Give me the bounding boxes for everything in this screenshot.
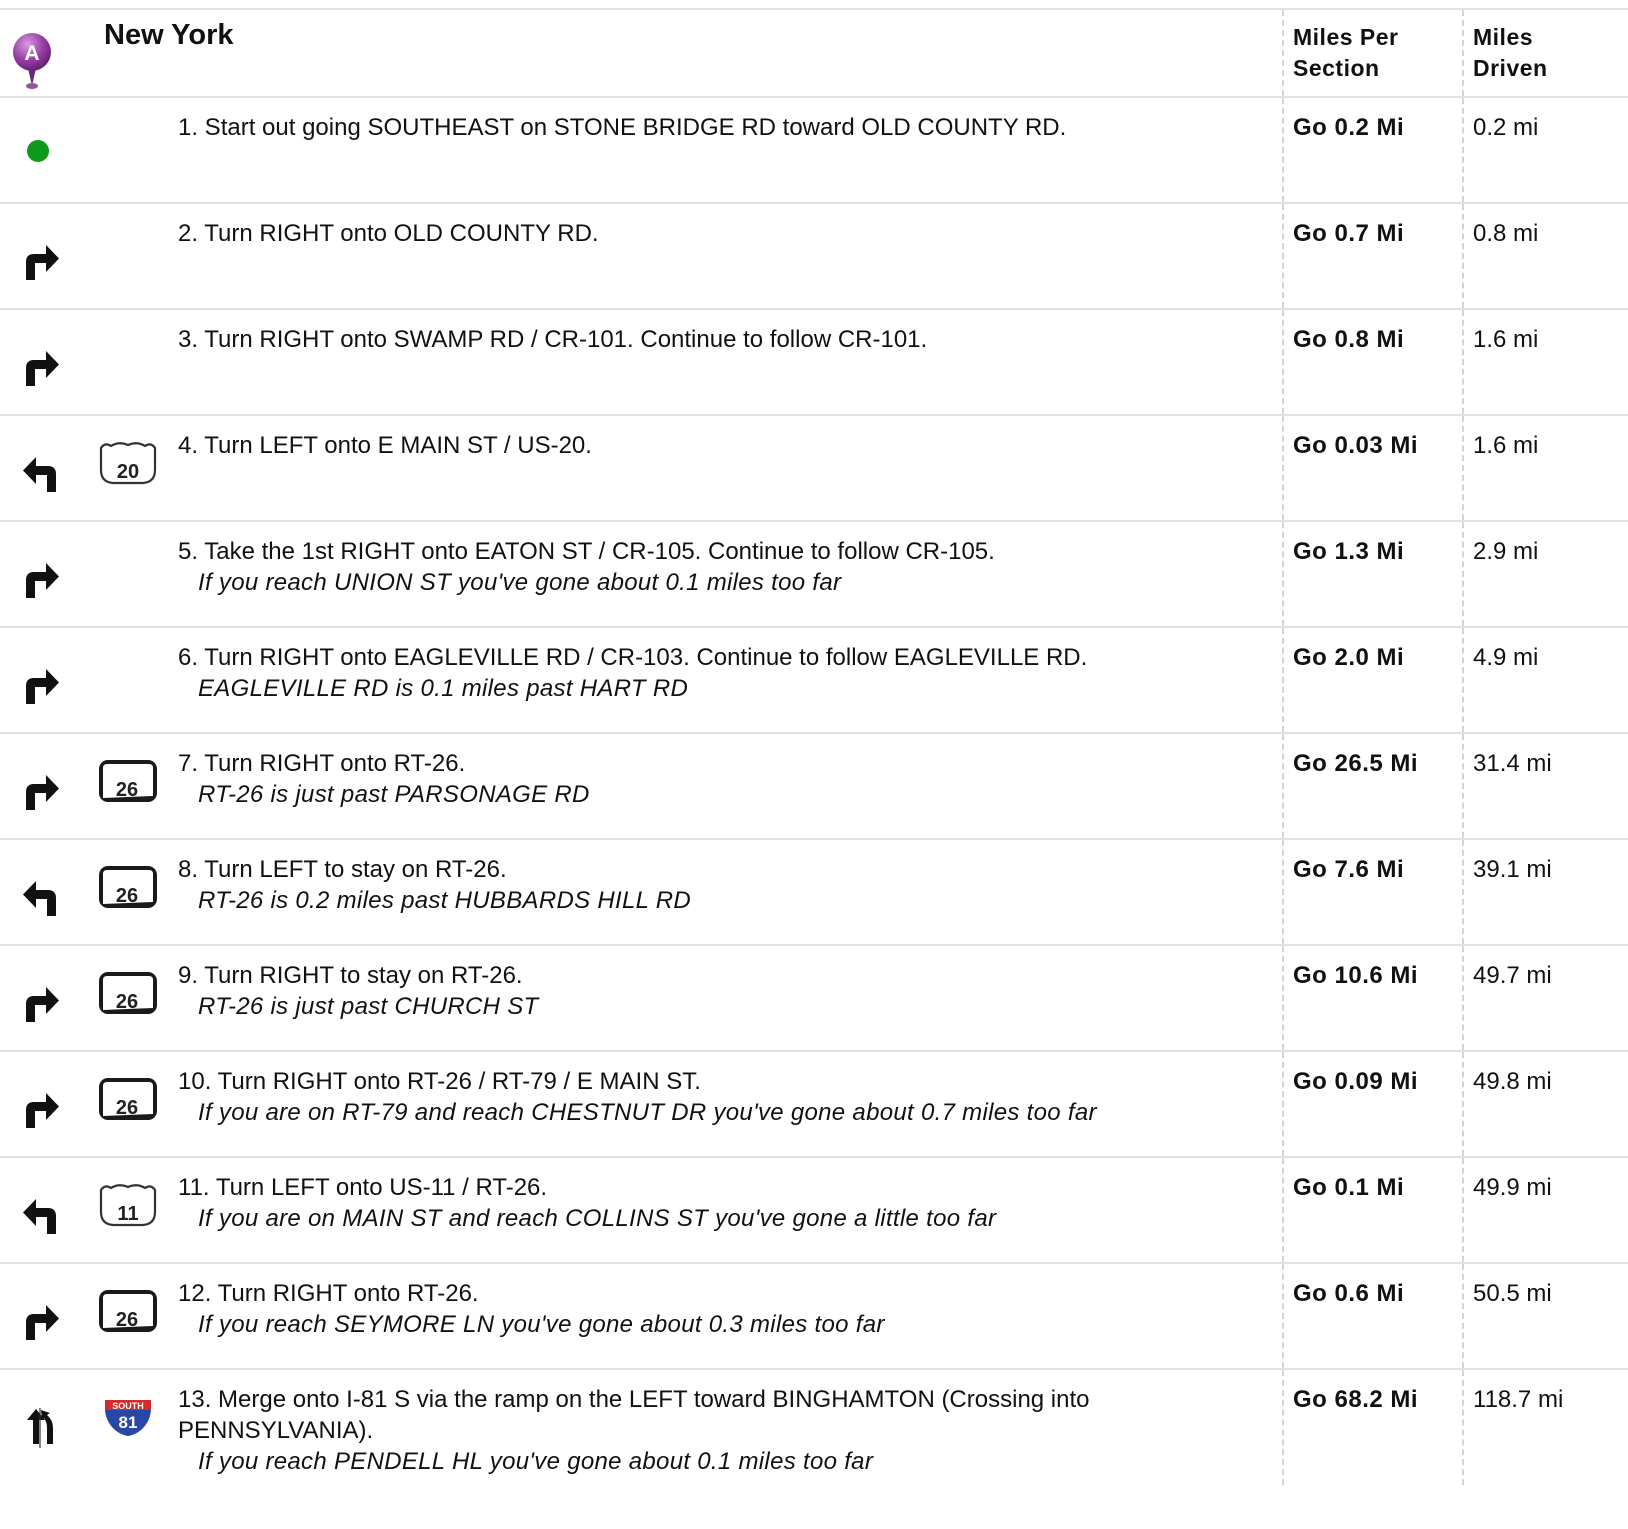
cumulative-distance: 39.1 mi	[1473, 856, 1552, 883]
cumulative-distance: 118.7 mi	[1473, 1386, 1564, 1413]
step-text: 10. Turn RIGHT onto RT-26 / RT-79 / E MAIN ST.	[178, 1068, 701, 1095]
section-distance: Go 0.03 Mi	[1293, 432, 1419, 459]
section-distance: Go 7.6 Mi	[1293, 856, 1405, 883]
section-distance: Go 2.0 Mi	[1293, 644, 1405, 671]
step-note: If you reach UNION ST you've gone about 0.1 miles too far	[198, 569, 842, 596]
state-heading: New York	[104, 19, 234, 51]
step-note: If you reach SEYMORE LN you've gone about 0.3 miles too far	[198, 1311, 885, 1338]
direction-step-row	[0, 1264, 1628, 1370]
direction-step-row	[0, 98, 1628, 204]
direction-step-row	[0, 416, 1628, 522]
start-marker-icon	[8, 28, 56, 92]
miles-driven-header: Miles Driven	[1473, 24, 1548, 81]
section-distance: Go 0.8 Mi	[1293, 326, 1405, 353]
step-instruction	[178, 1278, 1178, 1340]
svg-text:26: 26	[115, 779, 139, 801]
step-text: 13. Merge onto I-81 S via the ramp on the LEFT toward BINGHAMTON (Crossing into PENNSYLVANIA).	[178, 1386, 1090, 1444]
step-note: RT-26 is 0.2 miles past HUBBARDS HILL RD	[198, 887, 692, 914]
svg-text:20: 20	[116, 461, 140, 483]
step-note: RT-26 is just past CHURCH ST	[198, 993, 539, 1020]
directions-table	[0, 8, 1628, 1485]
step-text: 6. Turn RIGHT onto EAGLEVILLE RD / CR-103. Continue to follow EAGLEVILLE RD.	[178, 644, 1088, 671]
section-distance: Go 0.6 Mi	[1293, 1280, 1405, 1307]
step-text: 12. Turn RIGHT onto RT-26.	[178, 1280, 479, 1307]
step-text: 9. Turn RIGHT to stay on RT-26.	[178, 962, 523, 989]
section-distance: Go 0.2 Mi	[1293, 114, 1405, 141]
cumulative-distance: 31.4 mi	[1473, 750, 1552, 777]
direction-step-row	[0, 840, 1628, 946]
cumulative-distance: 49.8 mi	[1473, 1068, 1552, 1095]
direction-step-row	[0, 310, 1628, 416]
section-distance: Go 68.2 Mi	[1293, 1386, 1419, 1413]
step-instruction	[178, 430, 1178, 461]
svg-text:26: 26	[115, 1309, 139, 1331]
step-text: 3. Turn RIGHT onto SWAMP RD / CR-101. Continue to follow CR-101.	[178, 326, 928, 353]
step-text: 7. Turn RIGHT onto RT-26.	[178, 750, 466, 777]
step-text: 4. Turn LEFT onto E MAIN ST / US-20.	[178, 432, 592, 459]
cumulative-distance: 2.9 mi	[1473, 538, 1539, 565]
direction-step-row	[0, 946, 1628, 1052]
step-note: RT-26 is just past PARSONAGE RD	[198, 781, 590, 808]
step-instruction	[178, 642, 1178, 704]
cumulative-distance: 49.9 mi	[1473, 1174, 1552, 1201]
svg-text:A: A	[24, 42, 40, 65]
direction-step-row	[0, 522, 1628, 628]
section-distance: Go 0.1 Mi	[1293, 1174, 1405, 1201]
step-instruction	[178, 960, 1178, 1022]
section-distance: Go 1.3 Mi	[1293, 538, 1405, 565]
miles-per-section-header: Miles Per Section	[1293, 24, 1399, 81]
step-instruction	[178, 324, 1178, 355]
svg-text:11: 11	[117, 1203, 139, 1225]
step-text: 11. Turn LEFT onto US-11 / RT-26.	[178, 1174, 548, 1201]
step-note: EAGLEVILLE RD is 0.1 miles past HART RD	[198, 675, 689, 702]
direction-step-row	[0, 204, 1628, 310]
step-instruction	[178, 218, 1178, 249]
cumulative-distance: 49.7 mi	[1473, 962, 1552, 989]
cumulative-distance: 50.5 mi	[1473, 1280, 1552, 1307]
step-instruction	[178, 1384, 1178, 1477]
section-distance: Go 10.6 Mi	[1293, 962, 1419, 989]
step-note: If you reach PENDELL HL you've gone about 0.1 miles too far	[198, 1448, 874, 1475]
table-header	[0, 10, 1628, 98]
step-note: If you are on RT-79 and reach CHESTNUT DR you've gone about 0.7 miles too far	[198, 1099, 1097, 1126]
step-instruction	[178, 112, 1178, 143]
cumulative-distance: 1.6 mi	[1473, 326, 1539, 353]
step-text: 2. Turn RIGHT onto OLD COUNTY RD.	[178, 220, 599, 247]
step-instruction	[178, 748, 1178, 810]
section-distance: Go 0.7 Mi	[1293, 220, 1405, 247]
section-distance: Go 0.09 Mi	[1293, 1068, 1419, 1095]
cumulative-distance: 0.8 mi	[1473, 220, 1539, 247]
step-text: 8. Turn LEFT to stay on RT-26.	[178, 856, 507, 883]
step-instruction	[178, 536, 1178, 598]
step-instruction	[178, 1066, 1178, 1128]
cumulative-distance: 0.2 mi	[1473, 114, 1539, 141]
svg-text:26: 26	[115, 885, 139, 907]
svg-text:SOUTH: SOUTH	[112, 1401, 144, 1411]
section-distance: Go 26.5 Mi	[1293, 750, 1419, 777]
cumulative-distance: 4.9 mi	[1473, 644, 1539, 671]
svg-text:81: 81	[118, 1413, 138, 1432]
start-dot-icon	[27, 140, 49, 162]
step-instruction	[178, 1172, 1178, 1234]
cumulative-distance: 1.6 mi	[1473, 432, 1539, 459]
step-instruction	[178, 854, 1178, 916]
direction-step-row	[0, 628, 1628, 734]
svg-text:26: 26	[115, 991, 139, 1013]
direction-step-row	[0, 1158, 1628, 1264]
step-note: If you are on MAIN ST and reach COLLINS ST you've gone a little too far	[198, 1205, 997, 1232]
step-text: 5. Take the 1st RIGHT onto EATON ST / CR-105. Continue to follow CR-105.	[178, 538, 995, 565]
step-text: 1. Start out going SOUTHEAST on STONE BRIDGE RD toward OLD COUNTY RD.	[178, 114, 1067, 141]
direction-step-row	[0, 1052, 1628, 1158]
svg-text:26: 26	[115, 1097, 139, 1119]
direction-step-row	[0, 1370, 1628, 1485]
direction-step-row	[0, 734, 1628, 840]
